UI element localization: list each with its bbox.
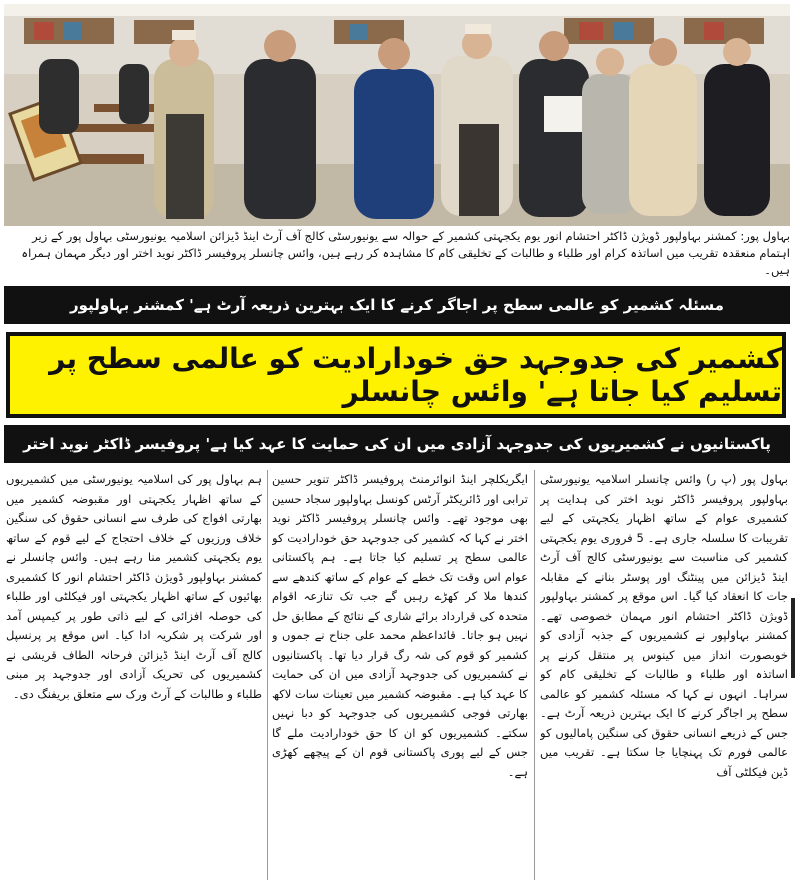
column-divider <box>267 470 268 880</box>
article-column-1: بہاول پور (پ ر) وائس چانسلر اسلامیہ یونیورسٹی بہاولپور پروفیسر ڈاکٹر نوید اختر کی ہدایت پر کشمیری عوام کے ساتھ اظہار یکجہتی کے لیے تقریبات کا سلسلہ جاری ہے۔ 5 فروری یوم یکجہتی کشمیر کی مناسبت سے یونیورسٹی کالج آف آرٹ اینڈ ڈیزائن میں پینٹنگ اور پوسٹر بنانے کے مقابلہ جات کا انعقاد کیا گیا۔ اس موقع پر کمشنر بہاولپور ڈویژن ڈاکٹر احتشام انور مہمان خصوصی تھے۔ کمشنر بہاولپور نے کشمیریوں کے جذبہ آزادی کو خوبصورت انداز میں کینوس پر منتقل کرنے پر اساتذہ اور طلباء و طالبات کے تخلیقی کام کو سراہا۔ انہوں نے کہا کہ مسئلہ کشمیر کو عالمی سطح پر اجاگر کرنے کا ایک بہترین ذریعہ آرٹ ہے۔ جس کے ذریعے انسانی حقوق کی سنگین پامالیوں کو عالمی فورم تک پہنچایا جا سکتا ہے۔ تقریب میں ڈین فیکلٹی آف <box>540 472 788 779</box>
column-divider <box>534 470 535 880</box>
photo-caption: بہاول پور: کمشنر بہاولپور ڈویژن ڈاکٹر احتشام انور یوم یکجہتی کشمیر کے حوالہ سے یونیورسٹی کالج آف آرٹ اینڈ ڈیزائن اسلامیہ یونیورسٹی بہاول پور کے زیر اہتمام منعقدہ تقریب میں اساتذہ کرام اور طلباء و طالبات کے تخلیقی کام کا مشاہدہ کر رہے ہیں، وائس چانسلر پروفیسر ڈاکٹر نوید اختر اور دیگر مہمان ہمراہ ہیں۔ <box>21 229 790 277</box>
event-photo <box>4 4 790 226</box>
article-column-3: ہم بہاول پور کی اسلامیہ یونیورسٹی میں کشمیریوں کے ساتھ اظہار یکجہتی اور مقبوضہ کشمیر میں بھارتی افواج کی طرف سے انسانی حقوق کی سنگین خلاف ورزیوں کے خلاف احتجاج کے لیے قوم کے ساتھ یوم یکجہتی کشمیر منا رہے ہیں۔ وائس چانسلر نے کمشنر بہاولپور ڈویژن ڈاکٹر احتشام انور کا کشمیری بھائیوں کے ساتھ اظہار یکجہتی اور فیکلٹی اور طلباء کی حوصلہ افزائی کے لیے ذاتی طور پر کیمپس آمد اور شرکت پر شکریہ ادا کیا۔ اس موقع پر پرنسپل کالج آف آرٹ اینڈ ڈیزائن فرحانہ الطاف قریشی نے کشمیریوں کی تحریک آزادی اور جدوجہد پر مبنی طلباء و طالبات کے آرٹ ورک سے متعلق بریفنگ دی۔ <box>6 472 262 701</box>
subheadline-vice-chancellor: پاکستانیوں نے کشمیریوں کی جدوجہد آزادی میں ان کی حمایت کا عہد کیا ہے' پروفیسر ڈاکٹر نوید اختر <box>4 425 790 463</box>
edge-marker <box>791 598 795 678</box>
main-headline: کشمیر کی جدوجہد حق خودارادیت کو عالمی سطح پر تسلیم کیا جاتا ہے' وائس چانسلر <box>6 332 786 418</box>
subheadline-commissioner: مسئلہ کشمیر کو عالمی سطح پر اجاگر کرنے کا ایک بہترین ذریعہ آرٹ ہے' کمشنر بہاولپور <box>4 286 790 324</box>
article-column-2: ایگریکلچر اینڈ انوائرمنٹ پروفیسر ڈاکٹر تنویر حسین ترابی اور ڈائریکٹر آرٹس کونسل بہاولپور سجاد حسین بھی موجود تھے۔ وائس چانسلر پروفیسر ڈاکٹر نوید اختر نے کہا کہ کشمیر کی جدوجہد حق خودارادیت کو عالمی سطح پر تسلیم کیا جاتا ہے۔ ہم پاکستانی عوام اس وقت تک خطے کے عوام کے ساتھ کندھے سے کندھا ملا کر کھڑے رہیں گے جب تک تنازعہ اقوام متحدہ کی قرارداد برائے شاری کے نتائج کے مطابق حل نہیں ہو جاتا۔ قائداعظم محمد علی جناح نے جموں و کشمیر کو قوم کی شہ رگ قرار دیا تھا۔ پاکستانیوں نے کشمیریوں کی جدوجہد آزادی میں ان کی حمایت کا عہد کیا ہے۔ مقبوضہ کشمیر میں تعینات سات لاکھ بھارتی فوجی کشمیریوں کی جدوجہد کو دبا نہیں سکتے۔ کشمیریوں کو ان کا حق خودارادیت ملے گا جس کے لیے پوری پاکستانی قوم ان کے پیچھے کھڑی ہے۔ <box>272 472 528 779</box>
